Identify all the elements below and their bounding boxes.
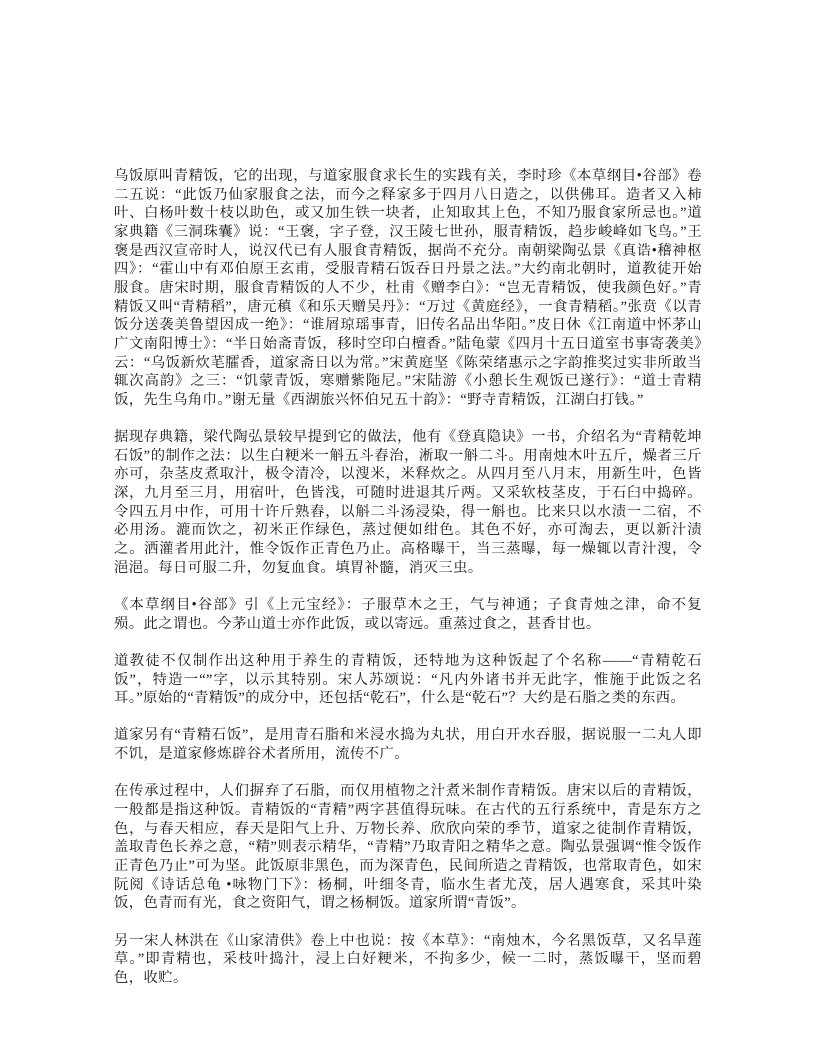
paragraph-qianshi-name: 道教徒不仅制作出这种用于养生的青精饭，还特地为这种饭起了个名称——“青精乾石饭”，特造一“”字，以示其特别。宋人苏颂说：“凡内外诸书并无此字，惟施于此饭之名耳。”原始的“青精饭”的成分中，还包括“乾石”，什么是“乾石”？大约是石脂之类的东西。 [114, 652, 702, 707]
paragraph-bencao-quote: 《本草纲目•谷部》引《上元宝经》：子服草木之王，气与神通；子食青烛之津，命不复殒。此之谓也。今茅山道士亦作此饭，或以寄远。重蒸过食之，甚香甘也。 [114, 596, 702, 632]
paragraph-origin-history: 乌饭原叫青精饭，它的出现，与道家服食求长生的实践有关，李时珍《本草纲目•谷部》卷二五说：“此饭乃仙家服食之法，而今之释家多于四月八日造之，以供佛耳。造者又入柿叶、白杨叶数十枝以助色，或又加生铁一块者，止知取其上色，不知乃服食家所忌也。”道家典籍《三洞珠囊》说：“王褒，字子登，汉王陵七世孙，服青精饭，趋步峻峰如飞鸟。”王褒是西汉宣帝时人，说汉代已有人服食青精饭，据尚不充分。南朝梁陶弘景《真诰•稽神枢四》：“霍山中有邓伯原王玄甫，受服青精石饭吞日丹景之法。”大约南北朝时，道教徒开始服食。唐宋时期，服食青精饭的人不少，杜甫《赠李白》：“岂无青精饭，使我颜色好。”青精饭又叫“青精稻”，唐元稹《和乐天赠吴丹》：“万过《黄庭经》，一食青精稻。”张贲《以青饭分送袭美鲁望因成一绝》：“谁屑琼瑶事青，旧传名品出华阳。”皮日休《江南道中怀茅山广文南阳博士》：“半日始斋青饭，移时空印白檀香。”陆龟蒙《四月十五日道室书事寄袭美》云：“乌饭新炊芼臛香，道家斋日以为常。”宋黄庭坚《陈荣绪惠示之字韵推奖过实非所敢当辄次高韵》之三：“饥蒙青饭，寒赠紫陁尼。”宋陆游《小憩长生观饭已遂行》：“道士青精饭，先生乌角巾。”谢无量《西湖旅兴怀伯兄五十韵》：“野寺青精饭，江湖白打钱。” [114, 168, 702, 408]
paragraph-linhong-quote: 另一宋人林洪在《山家清供》卷上中也说：按《本草》：“南烛木，今名黑饭草，又名旱莲草。”即青精也，采枝叶捣汁，浸上白好粳米，不拘多少，候一二时，蒸饭曝干，坚而碧色，收贮。 [114, 932, 702, 986]
paragraph-taohongjing-recipe: 据现存典籍，梁代陶弘景较早提到它的做法，他有《登真隐诀》一书，介绍名为“青精乾坤石饭”的制作之法：以生白粳米一斛五斗舂治，淅取一斛二斗。用南烛木叶五斤，燥者三斤亦可，杂茎皮煮取汁，极令清冷，以溲米，米释炊之。从四月至八月末，用新生叶，色皆深，九月至三月，用宿叶，色皆浅，可随时进退其斤两。又采软枝茎皮，于石臼中捣碎。令四五月中作，可用十许斤熟舂，以斛二斗汤浸染，得一斛也。比来只以水渍一二宿，不必用汤。漉而饮之，初米正作绿色，蒸过便如绀色。其色不好，亦可淘去，更以新汁渍之。洒灌者用此汁，惟令饭作正青色乃止。高格曝干，当三蒸曝，每一燥辄以青汁溲，令浥浥。每日可服二升，勿复血食。填胃补髓，消灭三虫。 [114, 429, 702, 576]
paragraph-qingjing-shifan: 道家另有“青精石饭”，是用青石脂和米浸水捣为丸状，用白开水吞服，据说服一二丸人即不饥，是道家修炼辟谷术者所用，流传不广。 [114, 727, 702, 763]
paragraph-color-meaning: 在传承过程中，人们摒弃了石脂，而仅用植物之汁煮米制作青精饭。唐宋以后的青精饭，一般都是指这种饭。青精饭的“青精”两字甚值得玩味。在古代的五行系统中，青是东方之色，与春天相应，春天是阳气上升、万物长养、欣欣向荣的季节，道家之徒制作青精饭，盖取青色长养之意，“精”则表示精华，“青精”乃取青阳之精华之意。陶弘景强调“惟令饭作正青色乃止”可为坚。此饭原非黑色，而为深青色，民间所造之青精饭，也常取青色，如宋阮阅《诗话总龟 •咏物门下》：杨桐，叶细冬青，临水生者尤茂，居人遇寒食，采其叶染饭，色青而有光，食之资阳气，谓之杨桐饭。道家所谓“青饭”。 [114, 783, 702, 912]
